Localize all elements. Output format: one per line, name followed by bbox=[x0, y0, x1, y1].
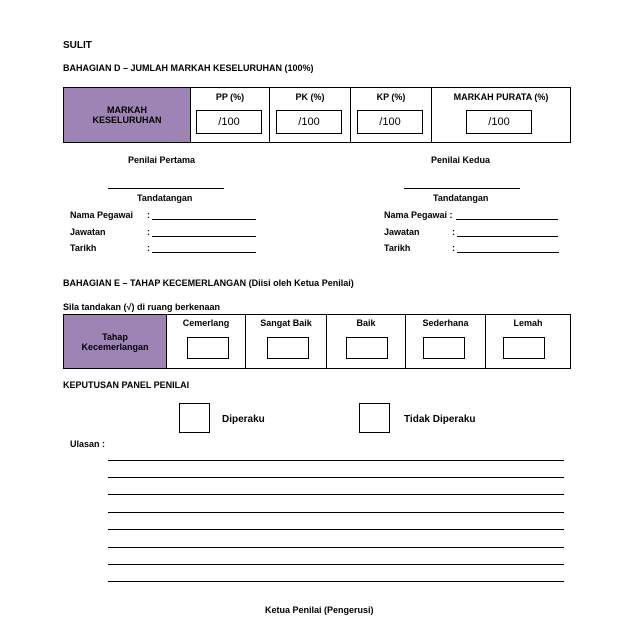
level-cell-sederhana bbox=[406, 315, 486, 369]
first-signature-line[interactable] bbox=[108, 188, 224, 189]
section-e-title: BAHAGIAN E – TAHAP KECEMERLANGAN (Diisi oleh Ketua Penilai) bbox=[63, 278, 354, 288]
right-date-colon: : bbox=[452, 243, 455, 253]
level-label-sangat-baik: Sangat Baik bbox=[260, 318, 312, 328]
left-position-label: Jawatan bbox=[70, 227, 106, 237]
level-checkbox-sederhana[interactable] bbox=[423, 337, 465, 359]
left-name-field[interactable] bbox=[152, 219, 256, 220]
right-date-field[interactable] bbox=[457, 252, 559, 253]
left-date-field[interactable] bbox=[152, 252, 256, 253]
left-position-field[interactable] bbox=[152, 236, 256, 237]
pk-cell bbox=[270, 88, 351, 143]
left-name-label: Nama Pegawai bbox=[70, 210, 134, 220]
kp-header: KP (%) bbox=[376, 92, 406, 102]
right-position-field[interactable] bbox=[457, 236, 558, 237]
average-cell bbox=[432, 88, 571, 143]
chair-label: Ketua Penilai (Pengerusi) bbox=[265, 605, 374, 615]
right-position-colon: : bbox=[452, 227, 455, 237]
row-label-line-1: MARKAH bbox=[107, 105, 147, 115]
remarks-line[interactable] bbox=[108, 581, 564, 582]
remarks-line[interactable] bbox=[108, 564, 564, 565]
second-signature-label: Tandatangan bbox=[433, 193, 489, 203]
total-marks-table bbox=[63, 87, 571, 143]
pp-score-field[interactable]: /100 bbox=[196, 110, 262, 134]
left-position-colon: : bbox=[147, 227, 150, 237]
excellence-row-label bbox=[64, 315, 167, 369]
level-checkbox-lemah[interactable] bbox=[503, 337, 545, 359]
not-approved-checkbox[interactable] bbox=[359, 403, 390, 433]
right-date-label: Tarikh bbox=[384, 243, 411, 253]
excellence-level-table bbox=[63, 314, 571, 369]
remarks-line[interactable] bbox=[108, 512, 564, 513]
second-assessor-heading: Penilai Kedua bbox=[431, 155, 491, 165]
level-label-cemerlang: Cemerlang bbox=[182, 318, 230, 328]
level-cell-cemerlang bbox=[167, 315, 246, 369]
remarks-line[interactable] bbox=[108, 547, 564, 548]
remarks-line[interactable] bbox=[108, 460, 564, 461]
left-name-colon: : bbox=[147, 210, 150, 220]
approved-label: Diperaku bbox=[222, 414, 265, 425]
classification-label: SULIT bbox=[63, 40, 92, 51]
left-date-label: Tarikh bbox=[70, 243, 97, 253]
excellence-label-line-2: Kecemerlangan bbox=[81, 341, 149, 352]
remarks-line[interactable] bbox=[108, 494, 564, 495]
total-marks-row-label bbox=[64, 88, 191, 143]
excellence-label-line-1: Tahap bbox=[102, 331, 128, 342]
row-label-line-2: KESELURUHAN bbox=[92, 115, 162, 125]
level-label-lemah: Lemah bbox=[513, 318, 543, 328]
level-label-baik: Baik bbox=[356, 318, 376, 328]
first-assessor-heading: Penilai Pertama bbox=[128, 155, 196, 165]
right-name-field[interactable] bbox=[456, 219, 558, 220]
pp-cell bbox=[191, 88, 270, 143]
remarks-line[interactable] bbox=[108, 529, 564, 530]
level-checkbox-baik[interactable] bbox=[346, 337, 388, 359]
approved-checkbox[interactable] bbox=[179, 403, 210, 433]
level-cell-lemah bbox=[486, 315, 571, 369]
level-checkbox-cemerlang[interactable] bbox=[187, 337, 229, 359]
level-cell-baik bbox=[327, 315, 406, 369]
average-score-field[interactable]: /100 bbox=[466, 110, 532, 134]
level-label-sederhana: Sederhana bbox=[422, 318, 469, 328]
panel-decision-title: KEPUTUSAN PANEL PENILAI bbox=[63, 380, 190, 390]
section-d-title: BAHAGIAN D – JUMLAH MARKAH KESELURUHAN (100%) bbox=[63, 63, 314, 73]
average-header: MARKAH PURATA (%) bbox=[453, 92, 549, 102]
section-e-instruction: Sila tandakan (√) di ruang berkenaan bbox=[63, 302, 220, 312]
kp-score-field[interactable]: /100 bbox=[357, 110, 423, 134]
second-signature-line[interactable] bbox=[404, 188, 520, 189]
right-position-label: Jawatan bbox=[384, 227, 420, 237]
pk-header: PK (%) bbox=[295, 92, 325, 102]
left-date-colon: : bbox=[147, 243, 150, 253]
kp-cell bbox=[351, 88, 432, 143]
remarks-label: Ulasan : bbox=[70, 439, 106, 449]
not-approved-label: Tidak Diperaku bbox=[404, 414, 476, 425]
pk-score-field[interactable]: /100 bbox=[276, 110, 342, 134]
level-cell-sangat-baik bbox=[246, 315, 327, 369]
pp-header: PP (%) bbox=[215, 92, 245, 102]
level-checkbox-sangat-baik[interactable] bbox=[267, 337, 309, 359]
remarks-line[interactable] bbox=[108, 477, 564, 478]
right-name-label: Nama Pegawai : bbox=[384, 210, 453, 220]
first-signature-label: Tandatangan bbox=[137, 193, 193, 203]
